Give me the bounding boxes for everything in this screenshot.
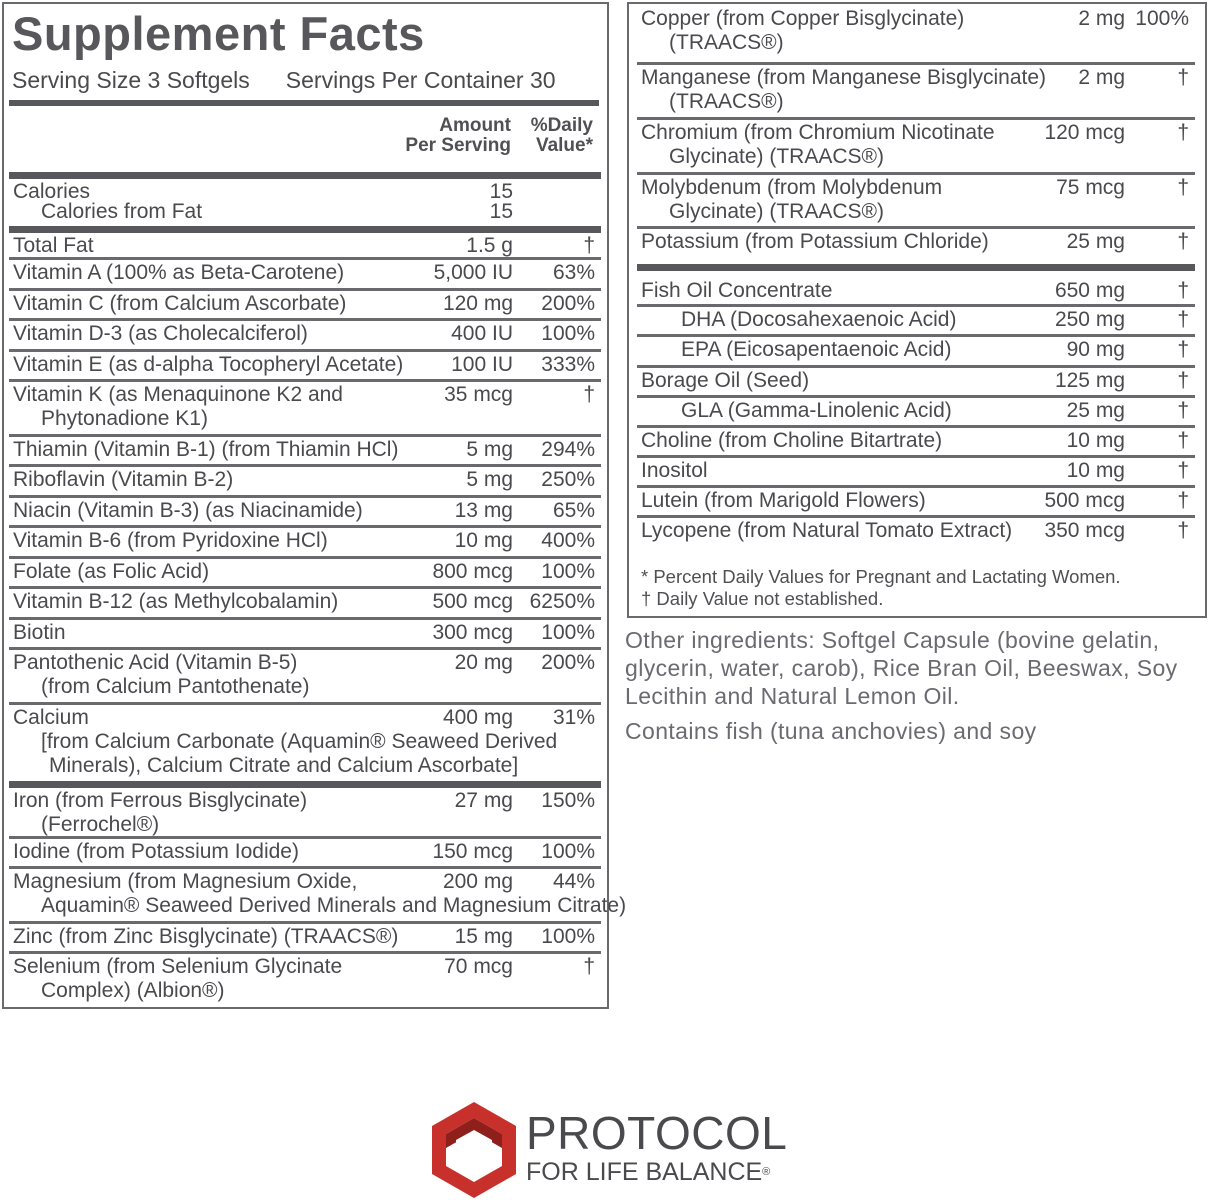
nutrient-name xyxy=(641,176,942,224)
nutrient-row xyxy=(637,172,1195,226)
nutrient-daily-value: 100% xyxy=(541,925,595,948)
nutrient-name-line: [from Calcium Carbonate (Aquamin® Seaweed Derived xyxy=(41,730,558,753)
nutrient-row xyxy=(637,226,1195,264)
nutrient-amount: 650 mg xyxy=(1054,279,1125,302)
nutrient-name-line: Manganese (from Manganese Bisglycinate) xyxy=(641,66,1047,89)
brand-logo xyxy=(428,1100,788,1200)
nutrient-name-line: Vitamin A (100% as Beta-Carotene) xyxy=(13,261,345,284)
nutrient-name xyxy=(13,925,398,949)
nutrient-daily-value: 294% xyxy=(541,438,595,461)
nutrient-amount: 120 mg xyxy=(442,292,513,315)
nutrient-name xyxy=(641,399,952,423)
nutrient-daily-value: † xyxy=(583,383,595,406)
nutrient-row xyxy=(637,264,1195,304)
nutrient-name-line: DHA (Docosahexaenoic Acid) xyxy=(681,308,957,331)
nutrient-daily-value: 200% xyxy=(541,651,595,674)
nutrient-amount: 800 mcg xyxy=(432,560,513,583)
nutrient-daily-value: 44% xyxy=(552,870,595,893)
nutrient-row xyxy=(9,318,601,349)
nutrient-amount: 2 mg xyxy=(1078,66,1125,89)
nutrient-name-line: GLA (Gamma-Linolenic Acid) xyxy=(681,399,952,422)
nutrient-row xyxy=(637,395,1195,425)
nutrient-name-line: Vitamin B-12 (as Methylcobalamin) xyxy=(13,590,339,613)
nutrient-row xyxy=(637,515,1195,555)
footnote-pregnant: * Percent Daily Values for Pregnant and Lactating Women. xyxy=(641,566,1121,587)
nutrient-daily-value: 150% xyxy=(541,789,595,812)
nutrient-name-line: Vitamin D-3 (as Cholecalciferol) xyxy=(13,322,308,345)
nutrient-name xyxy=(13,651,309,699)
nutrient-name-line: Lycopene (from Natural Tomato Extract) xyxy=(641,519,1013,542)
nutrient-name xyxy=(13,560,209,584)
nutrient-daily-value: 400% xyxy=(541,529,595,552)
nutrient-name-line: Selenium (from Selenium Glycinate xyxy=(13,955,343,978)
nutrient-daily-value: † xyxy=(583,234,595,257)
nutrient-amount: 10 mg xyxy=(454,529,513,552)
nutrient-name-line: Iron (from Ferrous Bisglycinate) xyxy=(13,789,308,812)
nutrient-row xyxy=(9,836,601,866)
nutrient-row xyxy=(637,62,1195,117)
nutrient-amount: 75 mcg xyxy=(1056,176,1125,199)
nutrient-name xyxy=(13,292,346,316)
nutrient-daily-value: † xyxy=(1177,369,1189,392)
nutrient-name-line: Potassium (from Potassium Chloride) xyxy=(641,230,989,253)
nutrient-row xyxy=(9,866,627,921)
nutrient-row xyxy=(637,304,1195,334)
nutrient-name-line: Calories xyxy=(13,180,91,203)
nutrient-name xyxy=(641,279,832,303)
nutrient-name xyxy=(641,369,809,393)
nutrient-daily-value: † xyxy=(583,955,595,978)
header-divider-top xyxy=(9,100,599,106)
nutrient-row xyxy=(9,257,601,288)
nutrient-name xyxy=(13,840,299,864)
nutrient-name xyxy=(641,308,956,332)
nutrient-amount: 15 xyxy=(489,200,513,223)
nutrient-amount: 25 mg xyxy=(1066,230,1125,253)
nutrient-daily-value: 100% xyxy=(541,621,595,644)
nutrient-amount: 25 mg xyxy=(1066,399,1125,422)
nutrient-row xyxy=(637,117,1195,172)
footnotes xyxy=(641,566,1121,610)
nutrient-row xyxy=(9,226,601,257)
nutrient-daily-value: 100% xyxy=(541,322,595,345)
nutrient-name-line: Folate (as Folic Acid) xyxy=(13,560,210,583)
nutrient-daily-value: † xyxy=(1177,459,1189,482)
nutrient-daily-value: † xyxy=(1177,308,1189,331)
nutrient-name-line: Glycinate) (TRAACS®) xyxy=(669,200,885,223)
nutrient-amount: 10 mg xyxy=(1066,429,1125,452)
nutrient-row xyxy=(9,617,601,647)
nutrient-name-line: Magnesium (from Magnesium Oxide, xyxy=(13,870,358,893)
nutrient-name-line: Vitamin C (from Calcium Ascorbate) xyxy=(13,292,347,315)
nutrient-name-line: (from Calcium Pantothenate) xyxy=(41,675,310,698)
nutrient-amount: 90 mg xyxy=(1066,338,1125,361)
nutrient-name-line: Inositol xyxy=(641,459,708,482)
brand-tagline: FOR LIFE BALANCE® xyxy=(526,1158,771,1186)
nutrient-daily-value: † xyxy=(1177,338,1189,361)
nutrient-name-line: Complex) (Albion®) xyxy=(41,979,225,1002)
nutrient-name xyxy=(641,338,951,362)
nutrient-amount: 300 mcg xyxy=(432,621,513,644)
nutrient-row xyxy=(9,434,601,464)
other-ingredients: Other ingredients: Softgel Capsule (bovine gelatin, glycerin, water, carob), Rice Bran Oil, Beeswax, Soy Lecithin and Natural Lemon Oil. xyxy=(625,627,1178,709)
nutrient-amount: 70 mcg xyxy=(444,955,513,978)
nutrient-amount: 15 mg xyxy=(454,925,513,948)
nutrient-daily-value: † xyxy=(1177,489,1189,512)
nutrient-name-line: (TRAACS®) xyxy=(669,90,784,113)
nutrient-daily-value: † xyxy=(1177,279,1189,302)
nutrient-name xyxy=(13,955,342,1003)
nutrient-row xyxy=(9,951,601,1007)
nutrient-name-line: (TRAACS®) xyxy=(669,31,784,54)
servings-per-container: Servings Per Container 30 xyxy=(285,67,556,93)
nutrient-amount: 100 IU xyxy=(451,353,513,376)
nutrient-name-line: Vitamin E (as d-alpha Tocopheryl Acetate) xyxy=(13,353,404,376)
nutrient-amount: 500 mcg xyxy=(432,590,513,613)
nutrient-name xyxy=(13,590,338,614)
nutrient-name xyxy=(13,870,626,918)
nutrient-daily-value: 65% xyxy=(552,499,595,522)
allergen-statement: Contains fish (tuna anchovies) and soy xyxy=(625,718,1037,744)
nutrient-name-line: Lutein (from Marigold Flowers) xyxy=(641,489,926,512)
nutrient-name-line: Fish Oil Concentrate xyxy=(641,279,833,302)
nutrient-amount: 5 mg xyxy=(466,438,513,461)
nutrient-name xyxy=(641,519,1012,543)
nutrient-amount: 5,000 IU xyxy=(433,261,513,284)
nutrient-daily-value: † xyxy=(1177,399,1189,422)
brand-name: PROTOCOL xyxy=(526,1107,788,1159)
nutrient-name xyxy=(641,429,942,453)
daily-value-header: %Daily Value* xyxy=(530,115,593,156)
nutrient-row xyxy=(9,288,601,318)
nutrient-amount: 27 mg xyxy=(454,789,513,812)
nutrient-name-line: Niacin (Vitamin B-3) (as Niacinamide) xyxy=(13,499,363,522)
nutrient-name xyxy=(13,353,403,377)
nutrient-name-line: Biotin xyxy=(13,621,66,644)
nutrient-row xyxy=(9,199,601,226)
nutrient-amount: 125 mg xyxy=(1054,369,1125,392)
nutrient-amount: 2 mg xyxy=(1078,7,1125,30)
other-ingredients-section xyxy=(625,626,1205,752)
nutrient-name-line: EPA (Eicosapentaenoic Acid) xyxy=(681,338,952,361)
nutrient-amount: 5 mg xyxy=(466,468,513,491)
nutrient-name xyxy=(641,459,708,483)
nutrient-amount: 400 IU xyxy=(451,322,513,345)
nutrient-row xyxy=(9,379,601,434)
nutrient-amount: 1.5 g xyxy=(466,234,513,257)
nutrient-daily-value: † xyxy=(1177,519,1189,542)
nutrient-row xyxy=(9,464,601,495)
nutrient-amount: 500 mcg xyxy=(1044,489,1125,512)
nutrient-name xyxy=(13,438,398,462)
nutrient-row xyxy=(9,525,601,556)
nutrient-name xyxy=(641,489,926,513)
nutrient-amount: 350 mcg xyxy=(1044,519,1125,542)
nutrient-row xyxy=(637,365,1195,395)
supplement-facts-panel-right xyxy=(627,2,1207,618)
nutrient-name xyxy=(13,621,66,645)
nutrient-daily-value: † xyxy=(1177,66,1189,89)
nutrient-name xyxy=(641,121,995,169)
nutrient-row xyxy=(9,586,601,617)
nutrient-amount: 250 mg xyxy=(1054,308,1125,331)
nutrient-daily-value: † xyxy=(1177,176,1189,199)
nutrient-row xyxy=(9,921,601,951)
nutrient-amount: 200 mg xyxy=(442,870,513,893)
nutrient-daily-value: 200% xyxy=(541,292,595,315)
trademark-mark: ® xyxy=(762,1166,771,1178)
nutrient-row xyxy=(637,485,1195,515)
nutrient-row xyxy=(9,647,601,702)
nutrient-daily-value: 100% xyxy=(541,560,595,583)
nutrient-name xyxy=(13,499,363,523)
nutrient-name-line: Calories from Fat xyxy=(41,200,203,223)
nutrient-name-line: Zinc (from Zinc Bisglycinate) (TRAACS®) xyxy=(13,925,399,948)
nutrient-row xyxy=(9,702,601,781)
nutrient-name-line: Choline (from Choline Bitartrate) xyxy=(641,429,943,452)
nutrient-row xyxy=(9,349,601,379)
nutrient-daily-value: 63% xyxy=(552,261,595,284)
nutrient-name xyxy=(641,66,1046,114)
nutrient-name-line: Copper (from Copper Bisglycinate) xyxy=(641,7,965,30)
serving-info xyxy=(12,66,556,94)
nutrient-row xyxy=(637,425,1195,455)
nutrient-name xyxy=(13,200,202,224)
nutrient-row xyxy=(637,455,1195,485)
nutrient-amount: 120 mcg xyxy=(1044,121,1125,144)
nutrient-daily-value: † xyxy=(1177,230,1189,253)
nutrient-daily-value: 100% xyxy=(1135,7,1189,30)
footnote-dagger: † Daily Value not established. xyxy=(641,588,884,609)
nutrient-amount: 15 xyxy=(489,180,513,203)
nutrient-name xyxy=(13,322,308,346)
nutrient-name-line: Iodine (from Potassium Iodide) xyxy=(13,840,299,863)
nutrient-name xyxy=(13,789,307,837)
nutrient-daily-value: 250% xyxy=(541,468,595,491)
nutrient-name-line: Riboflavin (Vitamin B-2) xyxy=(13,468,234,491)
nutrient-name-line: Minerals), Calcium Citrate and Calcium Ascorbate] xyxy=(49,754,519,777)
nutrient-daily-value: 31% xyxy=(552,706,595,729)
nutrient-name-line: Chromium (from Chromium Nicotinate xyxy=(641,121,995,144)
nutrient-name xyxy=(13,383,343,431)
nutrient-name-line: (Ferrochel®) xyxy=(41,813,160,836)
nutrient-name-line: Thiamin (Vitamin B-1) (from Thiamin HCl) xyxy=(13,438,399,461)
nutrient-amount: 35 mcg xyxy=(444,383,513,406)
nutrient-daily-value: 6250% xyxy=(529,590,595,613)
nutrient-row xyxy=(9,781,601,836)
nutrient-name xyxy=(13,234,94,258)
nutrient-daily-value: 333% xyxy=(541,353,595,376)
nutrient-amount: 13 mg xyxy=(454,499,513,522)
nutrient-name-line: Glycinate) (TRAACS®) xyxy=(669,145,885,168)
nutrient-name-line: Calcium xyxy=(13,706,89,729)
nutrient-name-line: Phytonadione K1) xyxy=(41,407,208,430)
nutrient-row xyxy=(637,334,1195,365)
nutrient-name-line: Aquamin® Seaweed Derived Minerals and Magnesium Citrate) xyxy=(41,894,627,917)
nutrient-name-line: Borage Oil (Seed) xyxy=(641,369,810,392)
nutrient-amount: 10 mg xyxy=(1066,459,1125,482)
nutrient-name-line: Pantothenic Acid (Vitamin B-5) xyxy=(13,651,298,674)
nutrient-daily-value: † xyxy=(1177,121,1189,144)
nutrient-daily-value: † xyxy=(1177,429,1189,452)
serving-size: Serving Size 3 Softgels xyxy=(12,67,250,93)
nutrient-name xyxy=(13,468,233,492)
nutrient-name xyxy=(641,230,989,254)
nutrient-name xyxy=(13,261,344,285)
nutrient-row xyxy=(637,6,1195,62)
nutrient-name-line: Vitamin B-6 (from Pyridoxine HCl) xyxy=(13,529,328,552)
nutrient-amount: 400 mg xyxy=(442,706,513,729)
nutrient-name xyxy=(641,7,964,55)
amount-header: Amount Per Serving xyxy=(405,115,511,156)
nutrient-name-line: Total Fat xyxy=(13,234,94,257)
supplement-facts-panel-left xyxy=(2,2,627,1009)
nutrient-amount: 20 mg xyxy=(454,651,513,674)
nutrient-row xyxy=(9,172,601,203)
hexagon-logo-icon xyxy=(428,1100,520,1200)
nutrient-name xyxy=(13,529,328,553)
nutrient-name-line: Molybdenum (from Molybdenum xyxy=(641,176,943,199)
nutrient-row xyxy=(9,495,601,525)
nutrient-row xyxy=(9,556,601,586)
nutrient-daily-value: 100% xyxy=(541,840,595,863)
label-title: Supplement Facts xyxy=(12,7,425,60)
nutrient-amount: 150 mcg xyxy=(432,840,513,863)
nutrient-name-line: Vitamin K (as Menaquinone K2 and xyxy=(13,383,343,406)
